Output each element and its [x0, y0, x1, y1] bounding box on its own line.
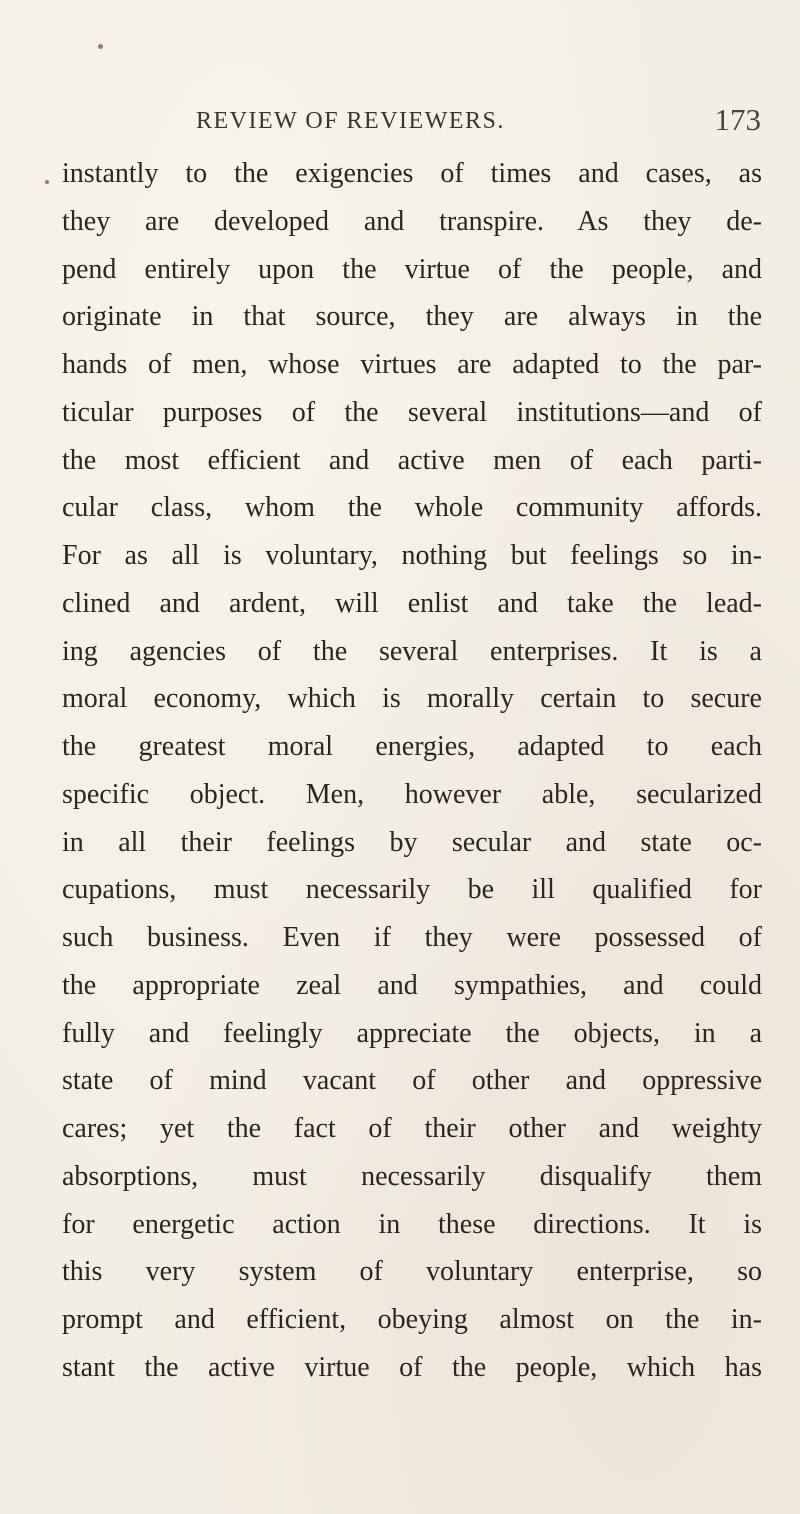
text-line: the greatest moral energies, adapted to each — [62, 731, 762, 762]
text-line: this very system of voluntary enterprise, so — [62, 1256, 762, 1288]
page-number: 173 — [714, 102, 761, 137]
ink-speck — [98, 44, 103, 49]
text-line: for energetic action in these directions. It is — [62, 1208, 762, 1240]
text-line: cupations, must necessarily be ill qualified for — [62, 874, 762, 906]
text-line: prompt and efficient, obeying almost on the in- — [62, 1304, 762, 1335]
text-line: moral economy, which is morally certain to secure — [62, 683, 762, 715]
text-line: originate in that source, they are always in the — [62, 301, 762, 333]
text-line: cular class, whom the whole community affords. — [62, 492, 762, 524]
text-line: fully and feelingly appreciate the objects, in a — [62, 1017, 762, 1049]
text-line: the most efficient and active men of each parti- — [62, 444, 762, 476]
page-header — [196, 102, 761, 148]
text-line: specific object. Men, however able, secularized — [62, 778, 762, 810]
text-line: stant the active virtue of the people, which has — [62, 1351, 762, 1383]
text-line: clined and ardent, will enlist and take the lead- — [62, 587, 762, 619]
running-head: REVIEW OF REVIEWERS. — [196, 108, 505, 134]
ink-speck — [45, 180, 49, 184]
text-line: in all their feelings by secular and state oc- — [62, 826, 762, 858]
text-line: state of mind vacant of other and oppressive — [62, 1065, 762, 1097]
text-line: ing agencies of the several enterprises. It is a — [62, 635, 762, 667]
text-line: pend entirely upon the virtue of the people, and — [62, 253, 762, 285]
text-line: such business. Even if they were possessed of — [62, 922, 762, 953]
text-line: For as all is voluntary, nothing but feelings so in- — [62, 540, 762, 571]
body-text — [62, 150, 762, 1392]
text-line: cares; yet the fact of their other and weighty — [62, 1113, 762, 1144]
text-line: absorptions, must necessarily disqualify them — [62, 1160, 762, 1192]
text-line: hands of men, whose virtues are adapted to the par- — [62, 349, 762, 380]
text-line: ticular purposes of the several institutions—and of — [62, 396, 762, 428]
text-line: instantly to the exigencies of times and cases, as — [62, 158, 762, 189]
text-line: they are developed and transpire. As they de- — [62, 205, 762, 237]
text-line: the appropriate zeal and sympathies, and could — [62, 969, 762, 1001]
